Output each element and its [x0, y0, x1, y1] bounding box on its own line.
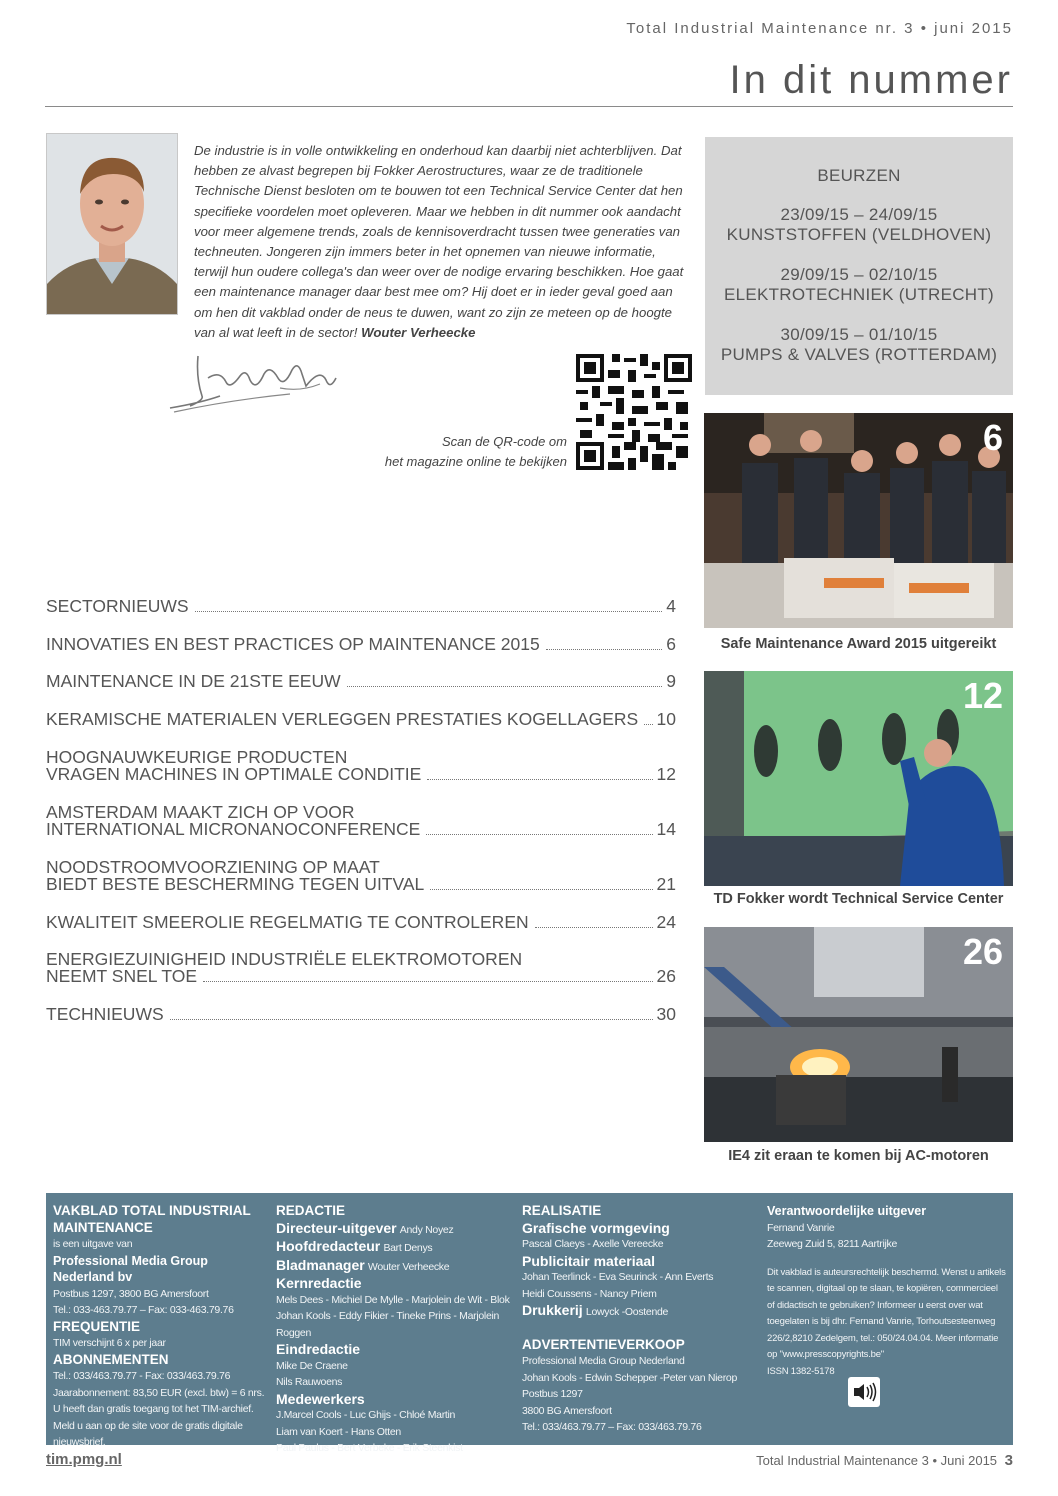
role-label: Hoofdredacteur	[276, 1238, 381, 1254]
feature-caption: Safe Maintenance Award 2015 uitgereikt	[720, 636, 997, 652]
toc-item[interactable]	[46, 804, 676, 838]
page-title: In dit nummer	[729, 58, 1013, 102]
event-item	[705, 325, 1013, 365]
toc-page: 12	[656, 764, 676, 784]
toc-title-line1: ENERGIEZUINIGHEID INDUSTRIËLE ELEKTROMOTOREN	[46, 949, 523, 969]
toc-title: SECTORNIEUWS	[46, 596, 189, 616]
editorial-text	[194, 141, 684, 343]
event-dates: 30/09/15 – 01/10/15	[780, 325, 938, 344]
colophon-editorial	[276, 1203, 516, 1457]
toc-page: 9	[666, 671, 676, 691]
role-label: Directeur-uitgever	[276, 1219, 397, 1236]
toc-item[interactable]	[46, 951, 676, 985]
toc-item[interactable]	[46, 1006, 676, 1023]
frequency-text: TIM verschijnt 6 x per jaar	[53, 1337, 166, 1349]
page-footer	[756, 1452, 1013, 1469]
event-dates: 29/09/15 – 02/10/15	[780, 265, 938, 284]
events-title: BEURZEN	[817, 166, 901, 185]
role-value: Andy Noyez	[399, 1223, 454, 1236]
toc-title: TECHNIEUWS	[46, 1004, 164, 1024]
role-value: Nils Rauwoens	[276, 1376, 343, 1388]
publisher-intro: is een uitgave van	[53, 1238, 133, 1250]
qr-caption-line1: Scan de QR-code om	[441, 434, 567, 449]
toc-title-line1: HOOGNAUWKEURIGE PRODUCTEN	[46, 747, 348, 767]
editor-portrait	[46, 133, 178, 315]
toc-page: 24	[656, 912, 676, 932]
toc-item[interactable]	[46, 749, 676, 783]
feature-photo-foundry[interactable]	[704, 927, 1013, 1142]
toc-title: KWALITEIT SMEEROLIE REGELMATIG TE CONTROLEREN	[46, 912, 529, 932]
role-value: Pascal Claeys - Axelle Vereecke	[522, 1238, 664, 1250]
role-value: J.Marcel Cools - Luc Ghijs - Chloé Martin	[276, 1409, 456, 1421]
role-value: Lowyck -Oostende	[585, 1306, 669, 1318]
running-header: Total Industrial Maintenance nr. 3 • juni 2015	[626, 20, 1013, 37]
feature-page-number: 6	[982, 417, 1003, 458]
advertising-line: Johan Kools - Edwin Schepper -Peter van Nierop	[522, 1371, 737, 1384]
qr-caption-line2: het magazine online te bekijken	[384, 454, 567, 469]
role-value: Bart Denys	[383, 1242, 433, 1254]
toc-title: INTERNATIONAL MICRONANOCONFERENCE	[46, 819, 421, 839]
role-value: Wouter Verheecke	[367, 1260, 450, 1273]
feature-photo-fokker[interactable]	[704, 671, 1013, 886]
toc-item[interactable]	[46, 711, 676, 728]
role-label: Publicitair materiaal	[522, 1252, 656, 1269]
role-value: Mike De Craene	[276, 1359, 348, 1372]
feature-page-number: 12	[962, 675, 1003, 716]
role-value: Liam van Koert - Hans Otten	[276, 1425, 401, 1438]
toc-page: 30	[656, 1004, 676, 1024]
qr-caption	[330, 432, 567, 472]
toc-title: MAINTENANCE IN DE 21STE EEUW	[46, 671, 341, 691]
advertising-line: Professional Media Group Nederland	[522, 1355, 685, 1367]
toc-page: 10	[656, 709, 676, 729]
toc-title: VRAGEN MACHINES IN OPTIMALE CONDITIE	[46, 764, 422, 784]
colophon-production	[522, 1203, 757, 1436]
toc-page: 26	[656, 966, 676, 986]
subscriptions-text: U heeft dan gratis toegang tot het TIM-archief. Meld u aan op de site voor de gratis digitale nieuwsbrief.	[53, 1403, 254, 1448]
subscriptions-price: Jaarabonnement: 83,50 EUR (excl. btw) = 6 nrs.	[53, 1386, 265, 1399]
toc-title: BIEDT BESTE BESCHERMING TEGEN UITVAL	[46, 874, 425, 894]
toc-page: 14	[656, 819, 676, 839]
toc-page: 21	[656, 874, 676, 894]
subscriptions-title: ABONNEMENTEN	[53, 1351, 169, 1367]
qr-code[interactable]	[576, 354, 692, 470]
editorial-author: Wouter Verheecke	[361, 324, 476, 340]
colophon-responsible	[767, 1203, 1007, 1380]
role-label: Medewerkers	[276, 1390, 365, 1407]
colophon	[46, 1193, 1013, 1454]
publisher-address: Postbus 1297, 3800 BG Amersfoort	[53, 1287, 209, 1300]
toc-title: NEEMT SNEL TOE	[46, 966, 198, 986]
responsible-address: Zeeweg Zuid 5, 8211 Aartrijke	[767, 1238, 898, 1250]
editorial-body: De industrie is in volle ontwikkeling en onderhoud kan daarbij niet achterblijven. Dat hebben ze alvast begrepen bij Fokker Aerostructures, waar ze de traditionele Technische Dienst besloten om te bouwen tot een Technical Service Center dat hen specifieke voordelen moet opleveren. Maar we hebben in dit nummer ook aandacht voor meer algemene trends, zoals de kennisoverdracht tussen twee generaties van techneuten. Jongeren zijn immers beter in het opnemen van nieuwe informatie, terwijl hun oudere collega's dan weer over de nodige ervaring beschikken. Hoe gaat een maintenance manager daar best mee om? Hij doet er in ieder geval goed aan om hen dit vakblad onder de neus te duwen, want zo zijn ze meteen op de hoogte van al wat leeft in de sector!	[194, 143, 684, 340]
role-value: Paul Paulus - Bert Verbeke - Erik Steenkist	[276, 1442, 463, 1454]
event-name: KUNSTSTOFFEN (VELDHOVEN)	[726, 225, 992, 244]
events-box	[705, 137, 1013, 395]
colophon-title: VAKBLAD TOTAL INDUSTRIAL MAINTENANCE	[53, 1203, 251, 1235]
copyright-notice: Dit vakblad is auteursrechtelijk beschermd. Wenst u artikels te scannen, digitaal op te slaan, te kopiëren, commercieel of didactisch te gebruiken? Informeer u eerst over wat toegelaten is bij dhr. Fernand Vanrie, Torhoutsesteenweg 226/2,8210 Zedelgem, tel.: 050/24.04.04. Meer informatie op "www.presscopyrights.be"	[767, 1266, 1006, 1360]
event-item	[705, 205, 1013, 245]
toc-title-line1: NOODSTROOMVOORZIENING OP MAAT	[46, 857, 380, 877]
toc-item[interactable]	[46, 636, 676, 653]
feature-photo-award[interactable]	[704, 413, 1013, 628]
header-rule	[45, 106, 1013, 107]
page-number: 3	[1004, 1452, 1013, 1469]
feature-page-number: 26	[962, 931, 1003, 972]
role-label: Grafische vormgeving	[522, 1219, 670, 1236]
frequency-title: FREQUENTIE	[53, 1318, 141, 1334]
subscriptions-phone: Tel.: 033/463.79.77 - Fax: 033/463.79.76	[53, 1370, 231, 1382]
toc-item[interactable]	[46, 673, 676, 690]
advertising-title: ADVERTENTIEVERKOOP	[522, 1336, 685, 1352]
toc-item[interactable]	[46, 859, 676, 893]
toc-title-line1: AMSTERDAM MAAKT ZICH OP VOOR	[46, 802, 355, 822]
advertising-line: Postbus 1297	[522, 1388, 583, 1400]
responsible-title: Verantwoordelijke uitgever	[767, 1204, 927, 1218]
event-dates: 23/09/15 – 24/09/15	[780, 205, 938, 224]
role-value: Johan Teerlinck - Eva Seurinck - Ann Everts	[522, 1271, 714, 1283]
editorial-title: REDACTIE	[276, 1203, 346, 1218]
event-item	[705, 265, 1013, 305]
role-label: Drukkerij	[522, 1302, 583, 1318]
publisher-name: Professional Media Group Nederland bv	[53, 1253, 208, 1284]
colophon-publisher	[53, 1203, 268, 1451]
website-link[interactable]: tim.pmg.nl	[46, 1451, 122, 1468]
role-value: Heidi Coussens - Nancy Priem	[522, 1287, 657, 1300]
role-value: Mels Dees - Michiel De Mylle - Marjolein de Wit - Blok	[276, 1293, 510, 1306]
role-value: Johan Kools - Eddy Fikier - Tineke Prins - Marjolein Roggen	[276, 1310, 500, 1339]
toc-page: 6	[666, 634, 676, 654]
issn: ISSN 1382-5178	[767, 1365, 835, 1377]
toc-page: 4	[666, 596, 676, 616]
feature-caption: IE4 zit eraan te komen bij AC-motoren	[728, 1148, 989, 1164]
role-label: Eindredactie	[276, 1341, 361, 1357]
responsible-name: Fernand Vanrie	[767, 1221, 835, 1234]
role-label: Kernredactie	[276, 1275, 362, 1291]
role-label: Bladmanager	[276, 1256, 365, 1273]
production-title: REALISATIE	[522, 1203, 602, 1218]
advertising-line: Tel.: 033/463.79.77 – Fax: 033/463.79.76	[522, 1421, 702, 1433]
toc-item[interactable]	[46, 914, 676, 931]
event-name: PUMPS & VALVES (ROTTERDAM)	[720, 345, 998, 364]
toc-item[interactable]	[46, 598, 676, 615]
feature-caption: TD Fokker wordt Technical Service Center	[713, 891, 1004, 907]
footer-text: Total Industrial Maintenance 3 • Juni 2015	[756, 1453, 998, 1468]
toc-title: KERAMISCHE MATERIALEN VERLEGGEN PRESTATIES KOGELLAGERS	[46, 709, 639, 729]
signature	[160, 348, 350, 422]
toc-title: INNOVATIES EN BEST PRACTICES OP MAINTENANCE 2015	[46, 634, 540, 654]
publisher-phone: Tel.: 033-463.79.77 – Fax: 033-463.79.76	[53, 1304, 234, 1316]
presscopyrights-logo-icon	[848, 1377, 880, 1407]
event-name: ELEKTROTECHNIEK (UTRECHT)	[723, 285, 995, 304]
advertising-line: 3800 BG Amersfoort	[522, 1404, 612, 1417]
